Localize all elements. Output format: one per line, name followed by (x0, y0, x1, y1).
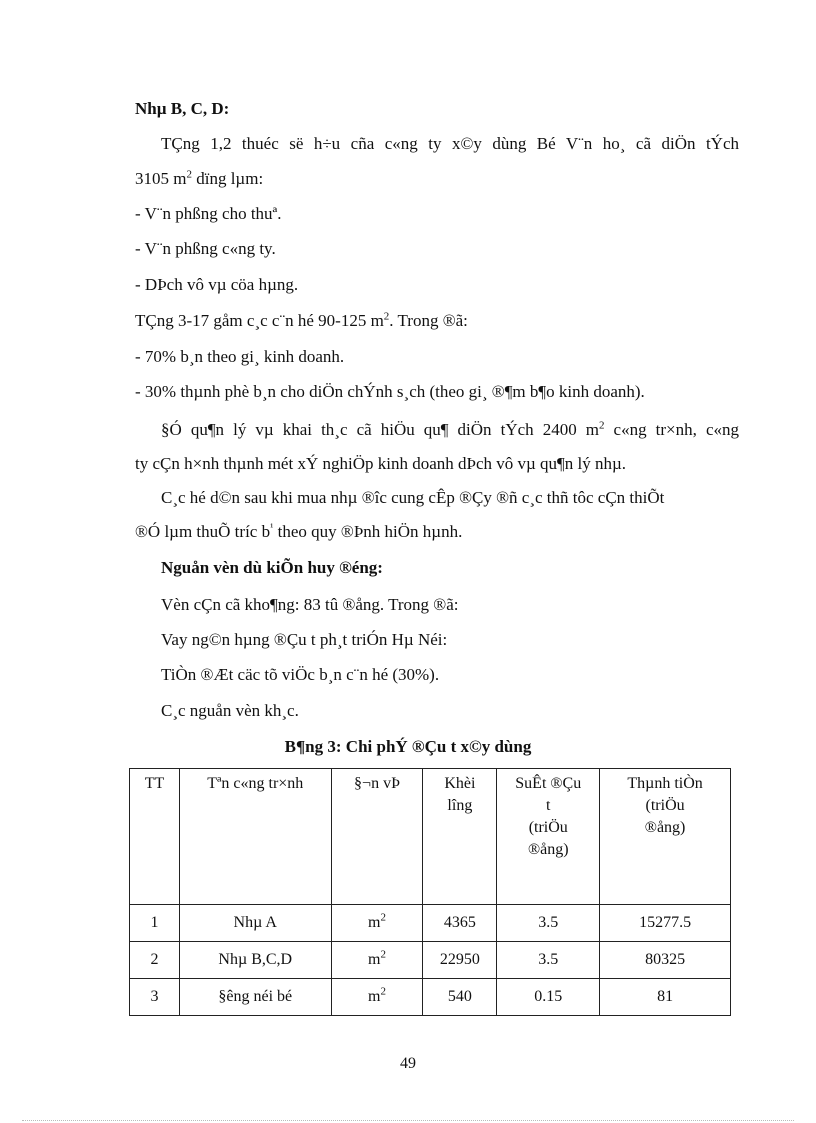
unit-text: m (368, 951, 381, 968)
cell-unit (331, 905, 423, 942)
table-row (130, 905, 731, 942)
cell-quantity: 540 (423, 979, 497, 1016)
cell-total: 80325 (600, 942, 731, 979)
cell-total: 15277.5 (600, 905, 731, 942)
owner-paragraph-line-1: C¸c hé d©n sau khi mua nhµ ®îc cung cÊp ®Çy ®ñ c¸c thñ tôc cÇn thiÕt (161, 488, 665, 507)
intro-text: 3105 m (135, 169, 187, 188)
intro-paragraph-line-1: TÇng 1,2 thuéc së h÷u cña c«ng ty x©y dùng Bé V¨n ho¸ cã diÖn tÝch (161, 134, 739, 153)
management-paragraph-line-1 (161, 420, 739, 440)
section-heading: Nhµ B, C, D: (135, 99, 230, 118)
superscript: 2 (380, 985, 386, 998)
cell-name: Nhµ B,C,D (179, 942, 331, 979)
bullet-item: - V¨n phßng c«ng ty. (135, 239, 276, 258)
owner-paragraph-line-2 (135, 522, 462, 542)
page-bottom-divider (22, 1120, 794, 1121)
funding-item: Vay ng©n hµng ®Çu t ph¸t triÓn Hµ Néi: (161, 630, 448, 649)
funding-item: TiÒn ®Æt cäc tõ viÖc b¸n c¨n hé (30%). (161, 665, 440, 684)
cell-rate: 3.5 (497, 905, 600, 942)
header-name: Tªn c«ng tr×nh (179, 769, 331, 905)
intro-text: dïng lµm: (191, 169, 264, 188)
cell-tt: 3 (130, 979, 180, 1016)
sale-line: - 30% thµnh phè b¸n cho diÖn chÝnh s¸ch (theo gi¸ ®¶m b¶o kinh doanh). (135, 382, 645, 401)
cell-rate: 3.5 (497, 942, 600, 979)
superscript: ¹ (270, 521, 274, 534)
sale-line: - 70% b¸n theo gi¸ kinh doanh. (135, 347, 345, 366)
intro-paragraph-line-2 (135, 169, 263, 189)
floors-text: TÇng 3-17 gåm c¸c c¨n hé 90-125 m (135, 311, 384, 330)
cell-rate: 0.15 (497, 979, 600, 1016)
unit-text: m (368, 914, 381, 931)
bullet-item: - V¨n phßng cho thuª. (135, 204, 282, 223)
superscript: 2 (380, 948, 386, 961)
table-row (130, 942, 731, 979)
cell-name: Nhµ A (179, 905, 331, 942)
table-row (130, 979, 731, 1016)
mgmt-text: c«ng tr×nh, c«ng (604, 420, 739, 439)
cell-unit (331, 942, 423, 979)
mgmt-text: §Ó qu¶n lý vµ khai th¸c cã hiÖu qu¶ diÖn tÝch 2400 m (161, 420, 599, 439)
cell-quantity: 22950 (423, 942, 497, 979)
header-total: Thµnh tiÒn (triÖu ®ång) (600, 769, 731, 905)
owner-text: theo quy ®Þnh hiÖn hµnh. (273, 522, 463, 541)
table-header-row (130, 769, 731, 905)
investment-cost-table (129, 768, 731, 1016)
cell-quantity: 4365 (423, 905, 497, 942)
management-paragraph-line-2: ty cÇn h×nh thµnh mét xÝ nghiÖp kinh doanh dÞch vô vµ qu¶n lý nhµ. (135, 454, 627, 473)
funding-item: C¸c nguån vèn kh¸c. (161, 701, 299, 720)
bullet-item: - DÞch vô vµ cöa hµng. (135, 275, 299, 294)
superscript: 2 (380, 911, 386, 924)
floors-text: . Trong ®ã: (389, 311, 468, 330)
funding-heading: Nguån vèn dù kiÕn huy ®éng: (161, 558, 383, 577)
header-quantity: Khèi lîng (423, 769, 497, 905)
superscript: 2 (186, 168, 192, 181)
superscript: 2 (383, 310, 390, 323)
floors-line (135, 311, 468, 331)
cell-tt: 1 (130, 905, 180, 942)
owner-text: ®Ó lµm thuÕ tríc b (135, 522, 271, 541)
cell-unit (331, 979, 423, 1016)
header-unit: §¬n vÞ (331, 769, 423, 905)
funding-item: Vèn cÇn cã kho¶ng: 83 tû ®ång. Trong ®ã: (161, 595, 459, 614)
header-tt: TT (130, 769, 180, 905)
unit-text: m (368, 988, 381, 1005)
cell-name: §êng néi bé (179, 979, 331, 1016)
page-number: 49 (400, 1055, 416, 1072)
table-title: B¶ng 3: Chi phÝ ®Çu t x©y dùng (284, 737, 532, 756)
header-rate: SuÊt ®Çu t (triÖu ®ång) (497, 769, 600, 905)
superscript: 2 (599, 419, 605, 432)
cell-total: 81 (600, 979, 731, 1016)
cell-tt: 2 (130, 942, 180, 979)
